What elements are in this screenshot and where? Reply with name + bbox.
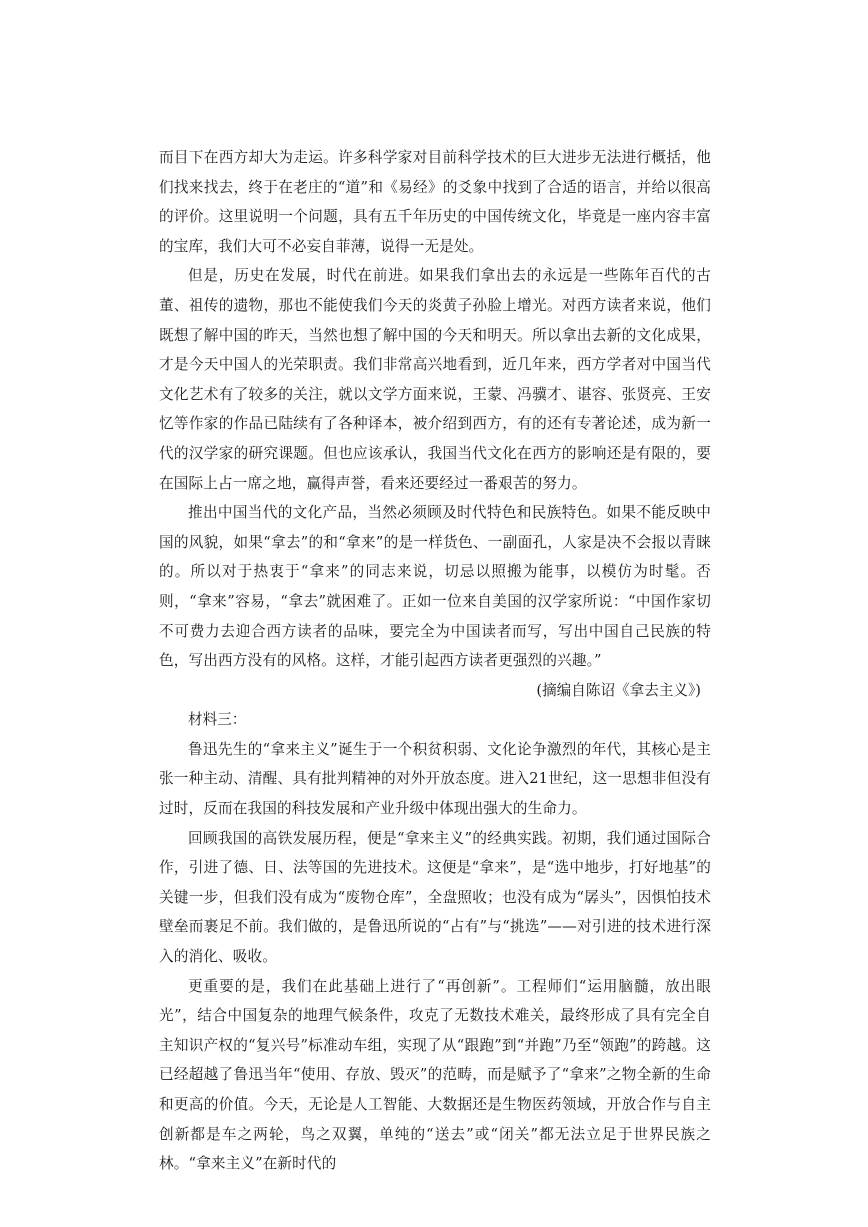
paragraph-4: 鲁迅先生的“拿来主义”诞生于一个积贫积弱、文化论争激烈的年代，其核心是主张一种主动、清醒、具有批判精神的对外开放态度。进入21世纪，这一思想非但没有过时，反而在我国的科技发展和产业升级中体现出强大的生命力。	[159, 740, 711, 818]
paragraph-5: 回顾我国的高铁发展历程，便是“拿来主义”的经典实践。初期，我们通过国际合作，引进了德、日、法等国的先进技术。这便是“拿来”，是“选中地步，打好地基”的关键一步，但我们没有成为“废物仓库”，全盘照收；也没有成为“孱头”，因惧怕技术壁垒而裹足不前。我们做的，是鲁迅所说的“占有”与“挑选”——对引进的技术进行深入的消化、吸收。	[159, 829, 711, 966]
paragraph-3: 推出中国当代的文化产品，当然必须顾及时代特色和民族特色。如果不能反映中国的风貌，如果“拿去”的和“拿来”的是一样货色、一副面孔，人家是决不会报以青睐的。所以对于热衷于“拿来”的同志来说，切忌以照搬为能事，以模仿为时髦。否则，“拿来”容易，“拿去”就困难了。正如一位来自美国的汉学家所说：“中国作家切不可费力去迎合西方读者的品味，要完全为中国读者而写，写出中国自己民族的特色，写出西方没有的风格。这样，才能引起西方读者更强烈的兴趣。”	[159, 504, 711, 670]
paragraph-6: 更重要的是，我们在此基础上进行了“再创新”。工程师们“运用脑髓，放出眼光”，结合中国复杂的地理气候条件，攻克了无数技术难关，最终形成了具有完全自主知识产权的“复兴号”标准动车组，实现了从“跟跑”到“并跑”乃至“领跑”的跨越。这已经超越了鲁迅当年“使用、存放、毁灭”的范畴，而是赋予了“拿来”之物全新的生命和更高的价值。今天，无论是人工智能、大数据还是生物医药领域，开放合作与自主创新都是车之两轮，鸟之双翼，单纯的“送去”或“闭关”都无法立足于世界民族之林。“拿来主义”在新时代的	[159, 977, 711, 1173]
paragraph-1: 而目下在西方却大为走运。许多科学家对目前科学技术的巨大进步无法进行概括，他们找来找去，终于在老庄的“道”和《易经》的爻象中找到了合适的语言，并给以很高的评价。这里说明一个问题，具有五千年历史的中国传统文化，毕竟是一座内容丰富的宝库，我们大可不必妄自菲薄，说得一无是处。	[159, 149, 711, 255]
document-page	[159, 143, 711, 1179]
paragraph-2: 但是，历史在发展，时代在前进。如果我们拿出去的永远是一些陈年百代的古董、祖传的遗物，那也不能使我们今天的炎黄子孙脸上增光。对西方读者来说，他们既想了解中国的昨天，当然也想了解中国的今天和明天。所以拿出去新的文化成果，才是今天中国人的光荣职责。我们非常高兴地看到，近几年来，西方学者对中国当代文化艺术有了较多的关注，就以文学方面来说，王蒙、冯骥才、谌容、张贤亮、王安忆等作家的作品已陆续有了各种译本，被介绍到西方，有的还有专著论述，成为新一代的汉学家的研究课题。但也应该承认，我国当代文化在西方的影响还是有限的，要在国际上占一席之地，赢得声誉，看来还要经过一番艰苦的努力。	[159, 267, 711, 492]
section-label: 材料三：	[188, 711, 247, 729]
source-note: (摘编自陈诏《拿去主义》)	[536, 681, 701, 699]
